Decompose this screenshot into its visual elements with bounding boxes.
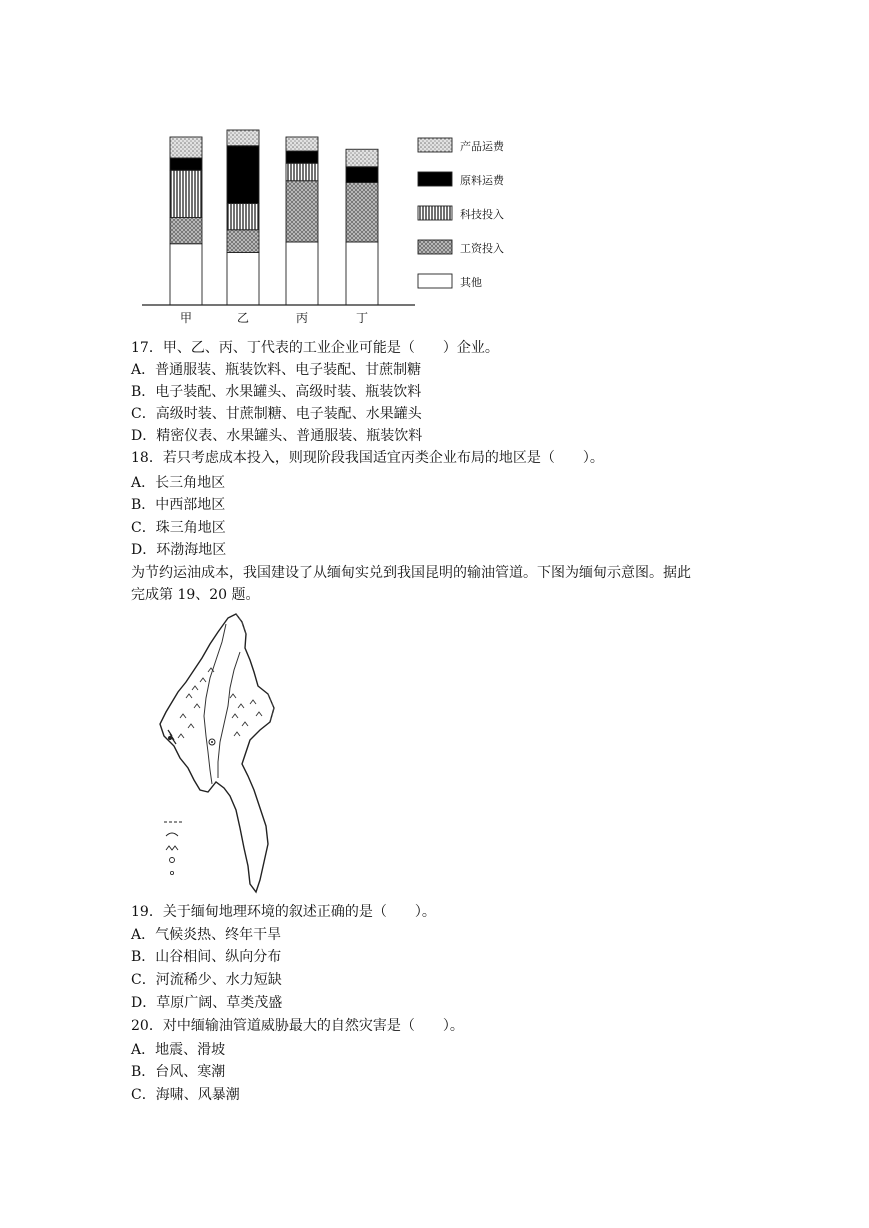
x-tick-label-2: 丙	[295, 311, 309, 325]
legend-river-symbol	[166, 833, 178, 836]
myanmar-map-svg	[150, 612, 300, 894]
legend-label-1: 原料运费	[460, 174, 504, 187]
x-tick-label-3: 丁	[355, 311, 369, 325]
bar-segment-1-4	[227, 130, 259, 146]
bar-segment-2-1	[286, 181, 318, 242]
x-tick-label-0: 甲	[179, 311, 193, 325]
legend-label-0: 产品运费	[460, 140, 504, 153]
bar-segment-0-4	[170, 137, 202, 158]
intro-line-2: 完成第 19、20 题。	[131, 587, 260, 603]
q17-option-c: C．高级时装、甘蔗制糖、电子装配、水果罐头	[131, 406, 422, 422]
bar-segment-2-4	[286, 137, 318, 151]
legend-label-2: 科技投入	[460, 208, 504, 221]
q19-stem: 19．关于缅甸地理环境的叙述正确的是（ ）。	[131, 904, 436, 920]
bar-segment-3-3	[346, 167, 378, 183]
cost-structure-chart-svg	[140, 118, 520, 328]
bar-segment-1-0	[227, 253, 259, 306]
q18-option-c: C．珠三角地区	[131, 520, 226, 536]
q17-option-b: B．电子装配、水果罐头、高级时装、瓶装饮料	[131, 384, 422, 400]
x-tick-label-1: 乙	[236, 311, 250, 325]
bar-segment-2-2	[286, 163, 318, 181]
bar-segment-3-0	[346, 242, 378, 305]
q19-option-c: C．河流稀少、水力短缺	[131, 972, 282, 988]
q17-option-d: D．精密仪表、水果罐头、普通服装、瓶装饮料	[131, 428, 423, 444]
legend-swatch-0	[418, 138, 452, 152]
intro-line-1: 为节约运油成本，我国建设了从缅甸实兑到我国昆明的输油管道。下图为缅甸示意图。据此	[131, 565, 691, 581]
bar-segment-0-2	[170, 170, 202, 217]
q18-option-a: A．长三角地区	[131, 475, 226, 491]
bar-segment-2-3	[286, 151, 318, 163]
legend-swatch-4	[418, 274, 452, 288]
bar-segment-3-4	[346, 149, 378, 167]
bar-segment-1-1	[227, 230, 259, 253]
q20-option-a: A．地震、滑坡	[131, 1042, 226, 1058]
bar-segment-0-3	[170, 158, 202, 170]
legend-mountain-symbol	[166, 846, 178, 850]
legend-city-symbol	[170, 871, 173, 874]
q17-option-a: A．普通服装、瓶装饮料、电子装配、甘蔗制糖	[131, 362, 422, 378]
legend-label-3: 工资投入	[460, 242, 504, 255]
q18-option-d: D．环渤海地区	[131, 542, 227, 558]
bar-segment-0-1	[170, 218, 202, 244]
legend-swatch-3	[418, 240, 452, 254]
legend-label-4: 其他	[460, 276, 482, 289]
bar-segment-1-3	[227, 146, 259, 204]
legend-swatch-2	[418, 206, 452, 220]
bar-segment-0-0	[170, 244, 202, 305]
legend-swatch-1	[418, 172, 452, 186]
q18-stem: 18．若只考虑成本投入，则现阶段我国适宜丙类企业布局的地区是（ ）。	[131, 450, 604, 466]
bar-segment-1-2	[227, 204, 259, 230]
naypyidaw-dot-center	[211, 741, 213, 743]
bar-segment-2-0	[286, 242, 318, 305]
myanmar-map	[150, 612, 300, 894]
bar-segment-3-1	[346, 183, 378, 243]
legend-capital-symbol	[170, 858, 175, 863]
q17-stem: 17．甲、乙、丙、丁代表的工业企业可能是（ ）企业。	[131, 340, 499, 356]
sittwe-dot	[168, 736, 172, 740]
cost-structure-chart	[140, 118, 520, 328]
q20-option-c: C．海啸、风暴潮	[131, 1087, 240, 1103]
q19-option-a: A．气候炎热、终年干旱	[131, 927, 282, 943]
q20-option-b: B．台风、寒潮	[131, 1064, 226, 1080]
q20-stem: 20．对中缅输油管道威胁最大的自然灾害是（ ）。	[131, 1018, 464, 1034]
q19-option-d: D．草原广阔、草类茂盛	[131, 995, 283, 1011]
q18-option-b: B．中西部地区	[131, 497, 226, 513]
q19-option-b: B．山谷相间、纵向分布	[131, 949, 282, 965]
